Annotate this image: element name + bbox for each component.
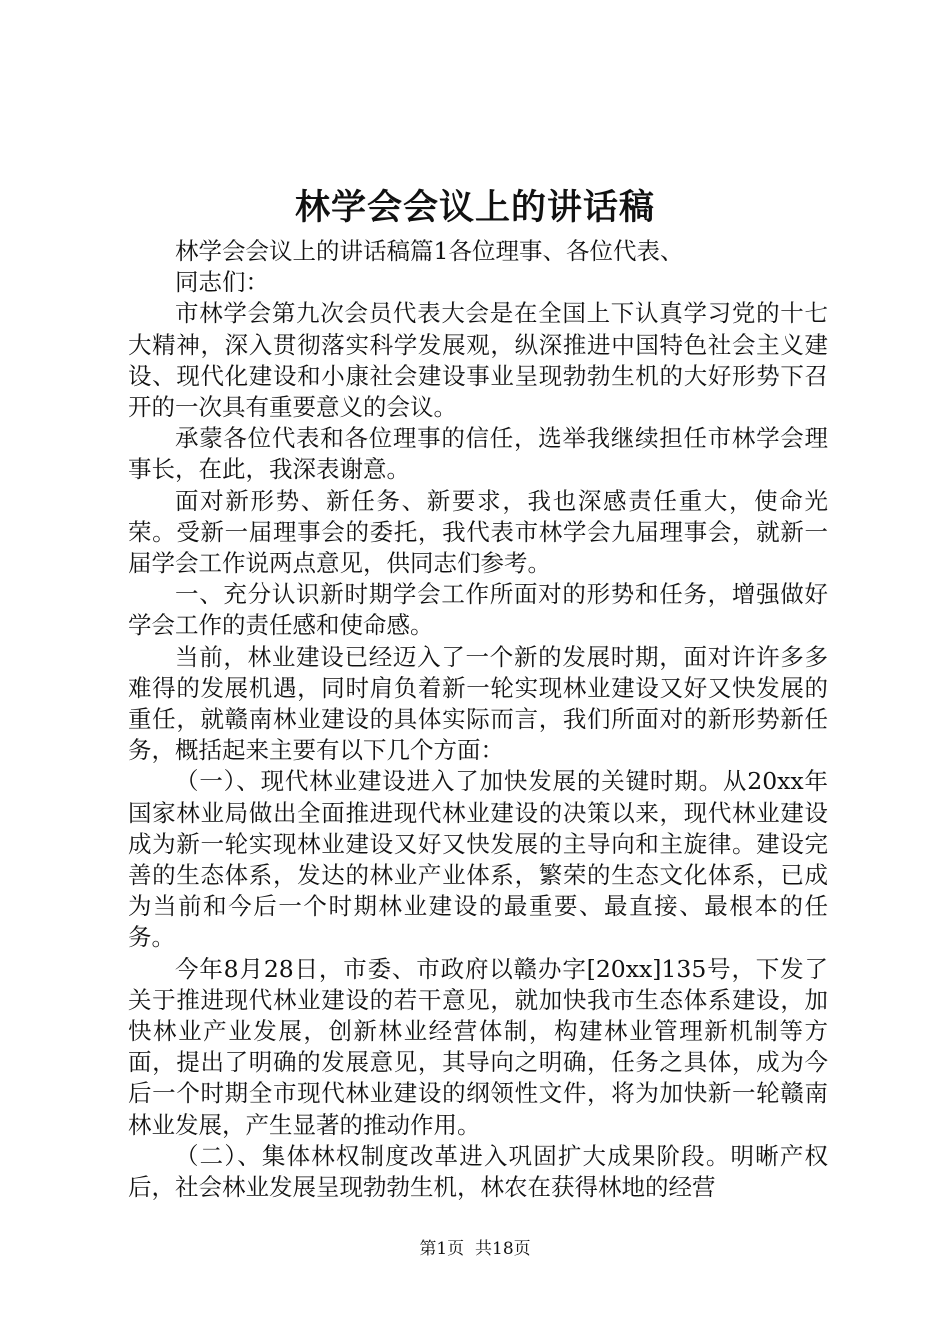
page-footer bbox=[0, 1237, 950, 1261]
paragraph: 林学会会议上的讲话稿篇1各位理事、各位代表、 bbox=[175, 237, 684, 265]
page-total: 共18页 bbox=[475, 1239, 531, 1259]
paragraph: 承蒙各位代表和各位理事的信任，选举我继续担任市林学会理事长，在此，我深表谢意。 bbox=[128, 424, 828, 484]
paragraph: 一、充分认识新时期学会工作所面对的形势和任务，增强做好学会工作的责任感和使命感。 bbox=[128, 580, 828, 640]
document-body bbox=[128, 236, 828, 1203]
paragraph: 今年8月28日，市委、市政府以赣办字[20xx]135号，下发了关于推进现代林业建设的若干意见，就加快我市生态体系建设，加快林业产业发展，创新林业经营体制，构建林业管理新机制等方面，提出了明确的发展意见，其导向之明确，任务之具体，成为今后一个时期全市现代林业建设的纲领性文件，将为加快新一轮赣南林业发展，产生显著的推动作用。 bbox=[128, 954, 828, 1139]
paragraph: 当前，林业建设已经迈入了一个新的发展时期，面对许许多多难得的发展机遇，同时肩负着新一轮实现林业建设又好又快发展的重任，就赣南林业建设的具体实际而言，我们所面对的新形势新任务，概括起来主要有以下几个方面： bbox=[128, 642, 828, 765]
paragraph: （二）、集体林权制度改革进入巩固扩大成果阶段。明晰产权后，社会林业发展呈现勃勃生机，林农在获得林地的经营 bbox=[128, 1141, 828, 1202]
page-number: 第1页 bbox=[419, 1239, 465, 1259]
paragraph: 面对新形势、新任务、新要求，我也深感责任重大，使命光荣。受新一届理事会的委托，我代表市林学会九届理事会，就新一届学会工作说两点意见，供同志们参考。 bbox=[128, 486, 828, 578]
paragraph: 同志们： bbox=[175, 268, 269, 297]
paragraph: （一）、现代林业建设进入了加快发展的关键时期。从20xx年国家林业局做出全面推进现代林业建设的决策以来，现代林业建设成为新一轮实现林业建设又好又快发展的主导向和主旋律。建设完善的生态体系，发达的林业产业体系，繁荣的生态文化体系，已成为当前和今后一个时期林业建设的最重要、最直接、最根本的任务。 bbox=[128, 767, 828, 952]
document-title: 林学会会议上的讲话稿 bbox=[294, 187, 655, 228]
paragraph: 市林学会第九次会员代表大会是在全国上下认真学习党的十七大精神，深入贯彻落实科学发展观，纵深推进中国特色社会主义建设、现代化建设和小康社会建设事业呈现勃勃生机的大好形势下召开的一次具有重要意义的会议。 bbox=[128, 299, 828, 422]
